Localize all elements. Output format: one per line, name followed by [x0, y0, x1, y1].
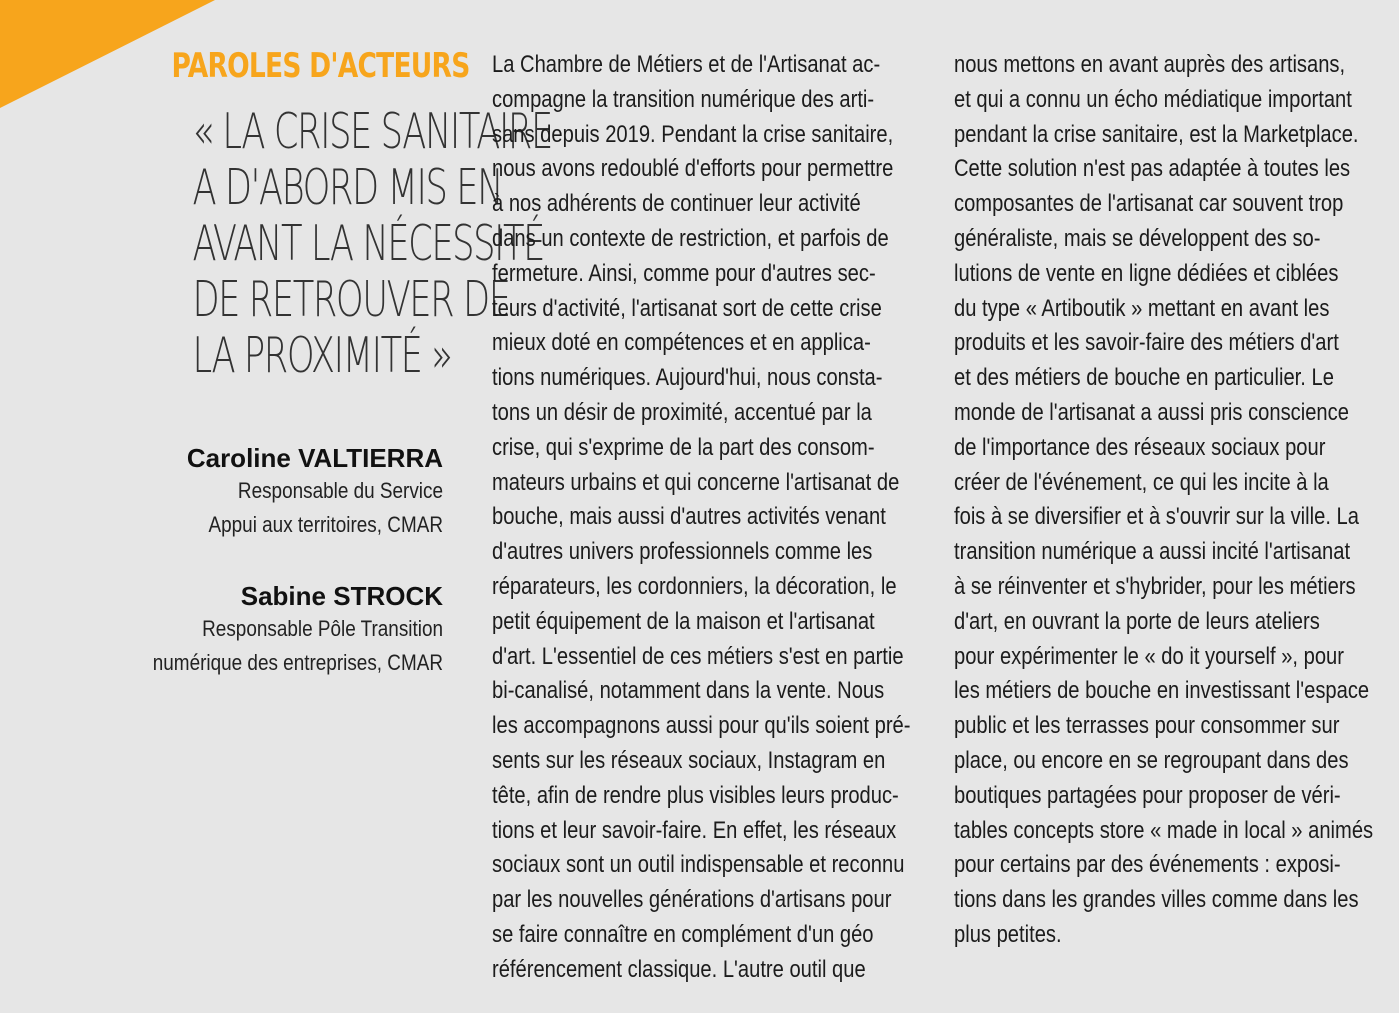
- text-line: les accompagnons aussi pour qu'ils soient pré-: [492, 712, 911, 740]
- author-sabine: [95, 580, 443, 680]
- text-line: Cette solution n'est pas adaptée à toutes les: [954, 155, 1351, 183]
- text-line: tions et leur savoir-faire. En effet, les réseaux: [492, 816, 897, 844]
- text-line: fois à se diversifier et à s'ouvrir sur la ville. La: [954, 503, 1359, 531]
- pull-quote-line: DE RETROUVER DE: [192, 271, 510, 328]
- text-line: à nos adhérents de continuer leur activité: [492, 190, 861, 218]
- author-name: Sabine STROCK: [240, 581, 443, 611]
- text-line: par les nouvelles générations d'artisans pour: [492, 886, 892, 914]
- text-line: pour expérimenter le « do it yourself », pour: [954, 642, 1344, 670]
- author-name: Caroline VALTIERRA: [186, 443, 443, 473]
- text-line: public et les terrasses pour consommer sur: [954, 712, 1340, 740]
- text-line: teurs d'activité, l'artisanat sort de cette crise: [492, 294, 882, 322]
- text-line: d'art, en ouvrant la porte de leurs ateliers: [954, 607, 1320, 635]
- text-line: crise, qui s'exprime de la part des consom-: [492, 433, 875, 461]
- pull-quote: [95, 103, 552, 384]
- text-line: La Chambre de Métiers et de l'Artisanat ac-: [492, 51, 881, 78]
- text-line: se faire connaître en complément d'un géo: [492, 920, 874, 948]
- text-line: tables concepts store « made in local » animés: [954, 816, 1374, 844]
- sidebar-column: [95, 44, 552, 718]
- text-line: compagne la transition numérique des arti-: [492, 85, 875, 113]
- text-line: fermeture. Ainsi, comme pour d'autres sec-: [492, 259, 876, 287]
- text-line: tions numériques. Aujourd'hui, nous consta-: [492, 364, 883, 392]
- text-line: composantes de l'artisanat car souvent trop: [954, 190, 1344, 218]
- text-line: d'autres univers professionnels comme les: [492, 538, 873, 566]
- section-title: PAROLES D'ACTEURS: [171, 46, 470, 86]
- text-line: place, ou encore en se regroupant dans des: [954, 746, 1349, 774]
- text-line: plus petites.: [954, 920, 1062, 948]
- text-line: tons un désir de proximité, accentué par la: [492, 398, 872, 426]
- text-line: mieux doté en compétences et en applica-: [492, 329, 871, 357]
- text-line: réparateurs, les cordonniers, la décoration, le: [492, 572, 897, 600]
- author-role-line: Responsable du Service: [237, 478, 443, 503]
- text-line: produits et les savoir-faire des métiers d'art: [954, 329, 1339, 357]
- author-role-line: Responsable Pôle Transition: [202, 616, 443, 641]
- text-line: les métiers de bouche en investissant l'espace: [954, 677, 1370, 705]
- body-text-column-1: [492, 48, 920, 988]
- text-line: et qui a connu un écho médiatique important: [954, 85, 1352, 113]
- text-line: tions dans les grandes villes comme dans les: [954, 886, 1359, 914]
- text-line: sents sur les réseaux sociaux, Instagram en: [492, 746, 886, 774]
- text-line: petit équipement de la maison et l'artisanat: [492, 607, 875, 635]
- text-line: nous avons redoublé d'efforts pour permettre: [492, 155, 894, 183]
- pull-quote-line: « LA CRISE SANITAIRE: [192, 103, 552, 160]
- text-line: boutiques partagées pour proposer de véri-: [954, 781, 1341, 809]
- text-line: à se réinventer et s'hybrider, pour les métiers: [954, 572, 1356, 600]
- authors-block: [95, 442, 443, 680]
- text-line: du type « Artiboutik » mettant en avant les: [954, 294, 1330, 322]
- text-line: d'art. L'essentiel de ces métiers s'est en partie: [492, 642, 904, 670]
- text-line: créer de l'événement, ce qui les incite à la: [954, 468, 1329, 496]
- text-line: de l'importance des réseaux sociaux pour: [954, 433, 1326, 461]
- text-line: et des métiers de bouche en particulier. Le: [954, 364, 1334, 392]
- text-line: sociaux sont un outil indispensable et reconnu: [492, 851, 905, 879]
- author-role-line: numérique des entreprises, CMAR: [152, 650, 444, 675]
- text-line: nous mettons en avant auprès des artisans,: [954, 51, 1346, 78]
- author-caroline: [95, 442, 443, 542]
- text-line: transition numérique a aussi incité l'artisanat: [954, 538, 1351, 566]
- pull-quote-line: LA PROXIMITÉ »: [192, 327, 452, 384]
- text-line: dans un contexte de restriction, et parfois de: [492, 224, 889, 252]
- text-line: pour certains par des événements : exposi-: [954, 851, 1341, 879]
- text-line: tête, afin de rendre plus visibles leurs produc-: [492, 781, 899, 809]
- text-line: sans depuis 2019. Pendant la crise sanitaire,: [492, 120, 894, 148]
- text-line: généraliste, mais se développent des so-: [954, 224, 1321, 252]
- text-line: monde de l'artisanat a aussi pris conscience: [954, 398, 1349, 426]
- text-line: mateurs urbains et qui concerne l'artisanat de: [492, 468, 900, 496]
- body-text-column-2: [954, 48, 1382, 953]
- pull-quote-line: AVANT LA NÉCESSITÉ: [192, 215, 545, 272]
- text-line: pendant la crise sanitaire, est la Marketplace.: [954, 120, 1359, 148]
- text-line: bi-canalisé, notamment dans la vente. Nous: [492, 677, 885, 705]
- text-line: lutions de vente en ligne dédiées et ciblées: [954, 259, 1339, 287]
- text-line: bouche, mais aussi d'autres activités venant: [492, 503, 886, 531]
- text-line: référencement classique. L'autre outil que: [492, 955, 866, 983]
- pull-quote-line: A D'ABORD MIS EN: [192, 159, 503, 216]
- author-role-line: Appui aux territoires, CMAR: [208, 512, 443, 537]
